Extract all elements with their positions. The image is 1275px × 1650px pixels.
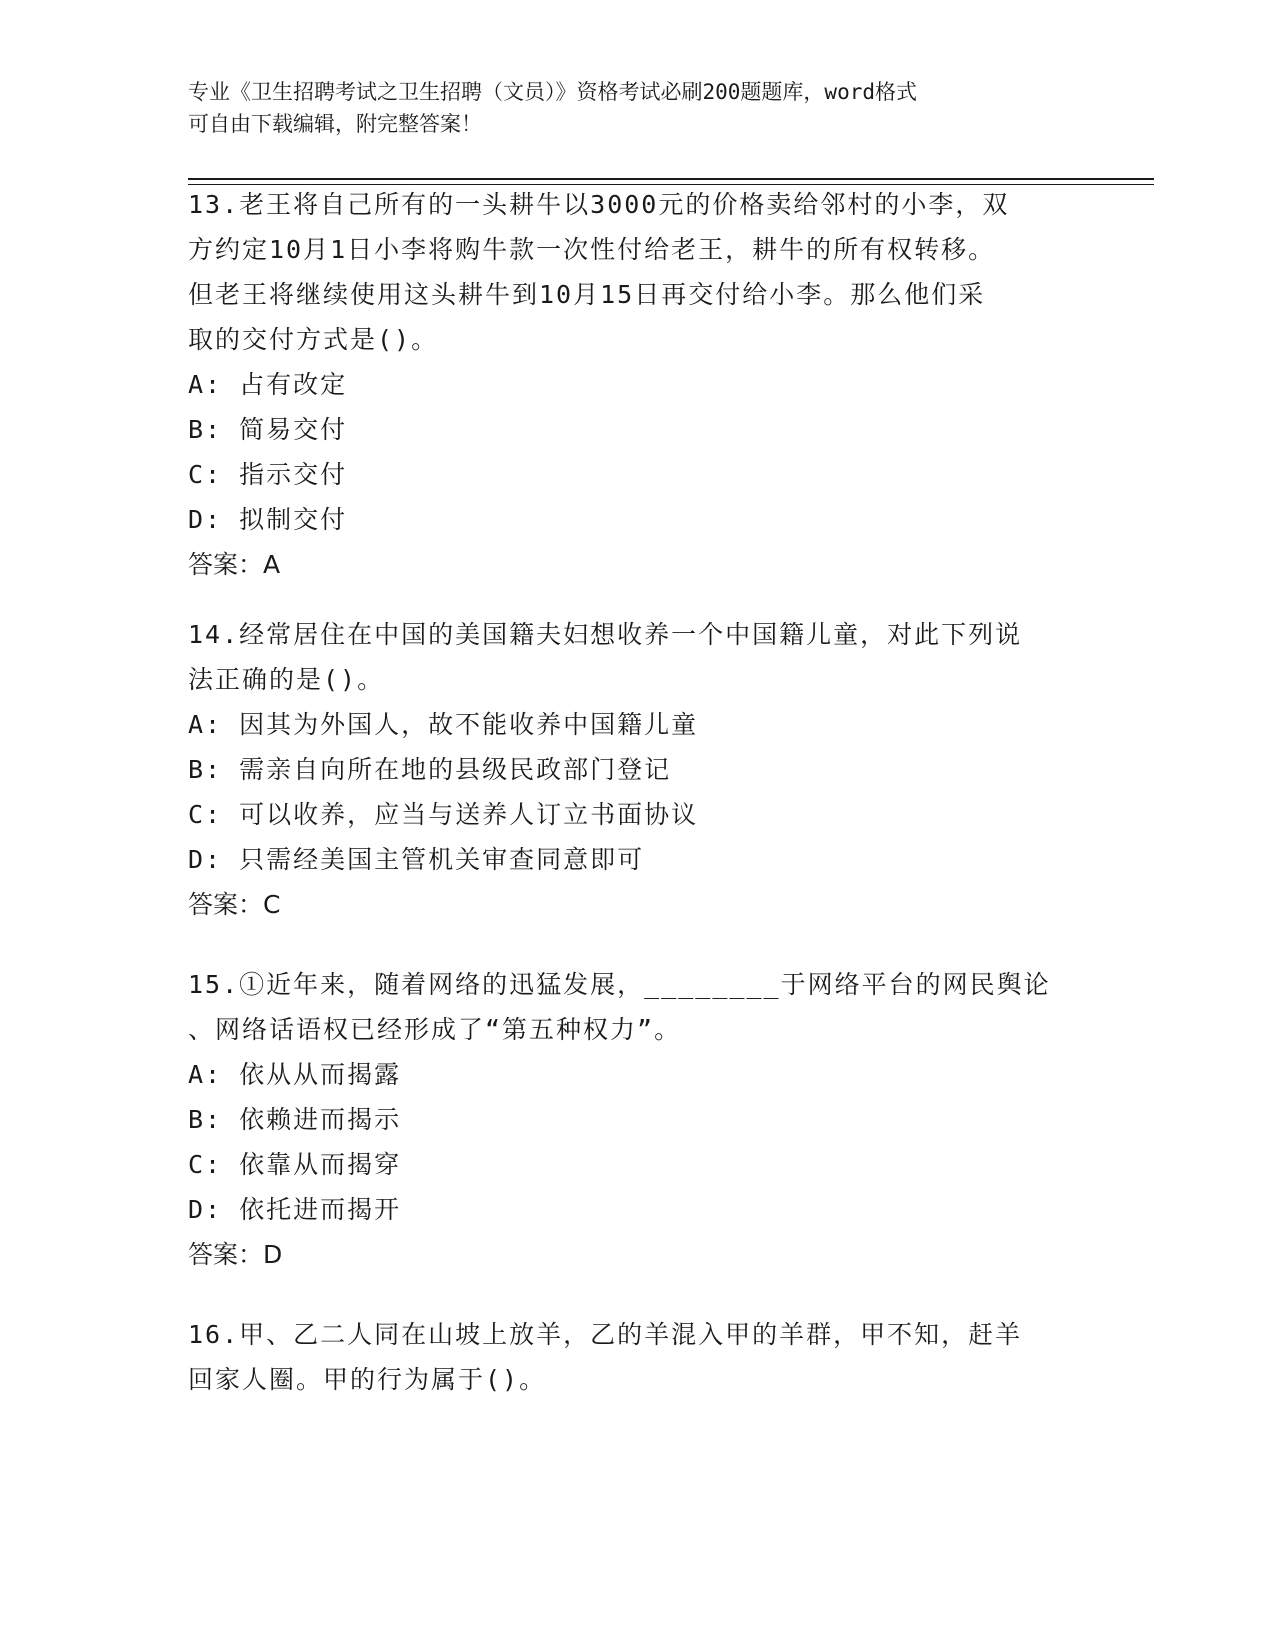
answer: 答案：A [188,550,281,579]
question-stem-line: 14.经常居住在中国的美国籍夫妇想收养一个中国籍儿童，对此下列说 [188,620,1023,649]
question-stem-line: 13.老王将自己所有的一头耕牛以3000元的价格卖给邻村的小李，双 [188,190,1010,219]
question-13 [188,182,1088,587]
option-a: A: 依从从而揭露 [188,1060,402,1089]
option-d: D: 只需经美国主管机关审查同意即可 [188,845,645,874]
page-header [188,76,1068,140]
question-stem-line: 、网络话语权已经形成了“第五种权力”。 [188,1015,682,1044]
header-line-1: 专业《卫生招聘考试之卫生招聘（文员）》资格考试必刷200题题库，word格式 [188,80,917,104]
option-a: A: 因其为外国人，故不能收养中国籍儿童 [188,710,699,739]
option-c: C: 指示交付 [188,460,348,489]
question-stem-line: 法正确的是()。 [188,665,385,694]
answer: 答案：D [188,1240,283,1269]
option-c: C: 依靠从而揭穿 [188,1150,402,1179]
question-stem-line: 16.甲、乙二人同在山坡上放羊，乙的羊混入甲的羊群，甲不知，赶羊 [188,1320,1023,1349]
question-15 [188,962,1088,1277]
option-d: D: 拟制交付 [188,505,348,534]
answer: 答案：C [188,890,281,919]
header-divider-thick [188,178,1154,180]
question-14 [188,612,1088,927]
question-16 [188,1312,1088,1402]
question-stem-line: 取的交付方式是()。 [188,325,439,354]
question-stem-line: 回家人圈。甲的行为属于()。 [188,1365,547,1394]
option-b: B: 依赖进而揭示 [188,1105,402,1134]
question-stem-line: 但老王将继续使用这头耕牛到10月15日再交付给小李。那么他们采 [188,280,986,309]
option-b: B: 需亲自向所在地的县级民政部门登记 [188,755,672,784]
option-b: B: 简易交付 [188,415,348,444]
header-line-2: 可自由下载编辑，附完整答案！ [188,112,482,136]
option-d: D: 依托进而揭开 [188,1195,402,1224]
option-c: C: 可以收养，应当与送养人订立书面协议 [188,800,699,829]
option-a: A: 占有改定 [188,370,348,399]
question-stem-line: 15.①近年来，随着网络的迅猛发展，________于网络平台的网民舆论 [188,970,1051,999]
question-stem-line: 方约定10月1日小李将购牛款一次性付给老王，耕牛的所有权转移。 [188,235,996,264]
